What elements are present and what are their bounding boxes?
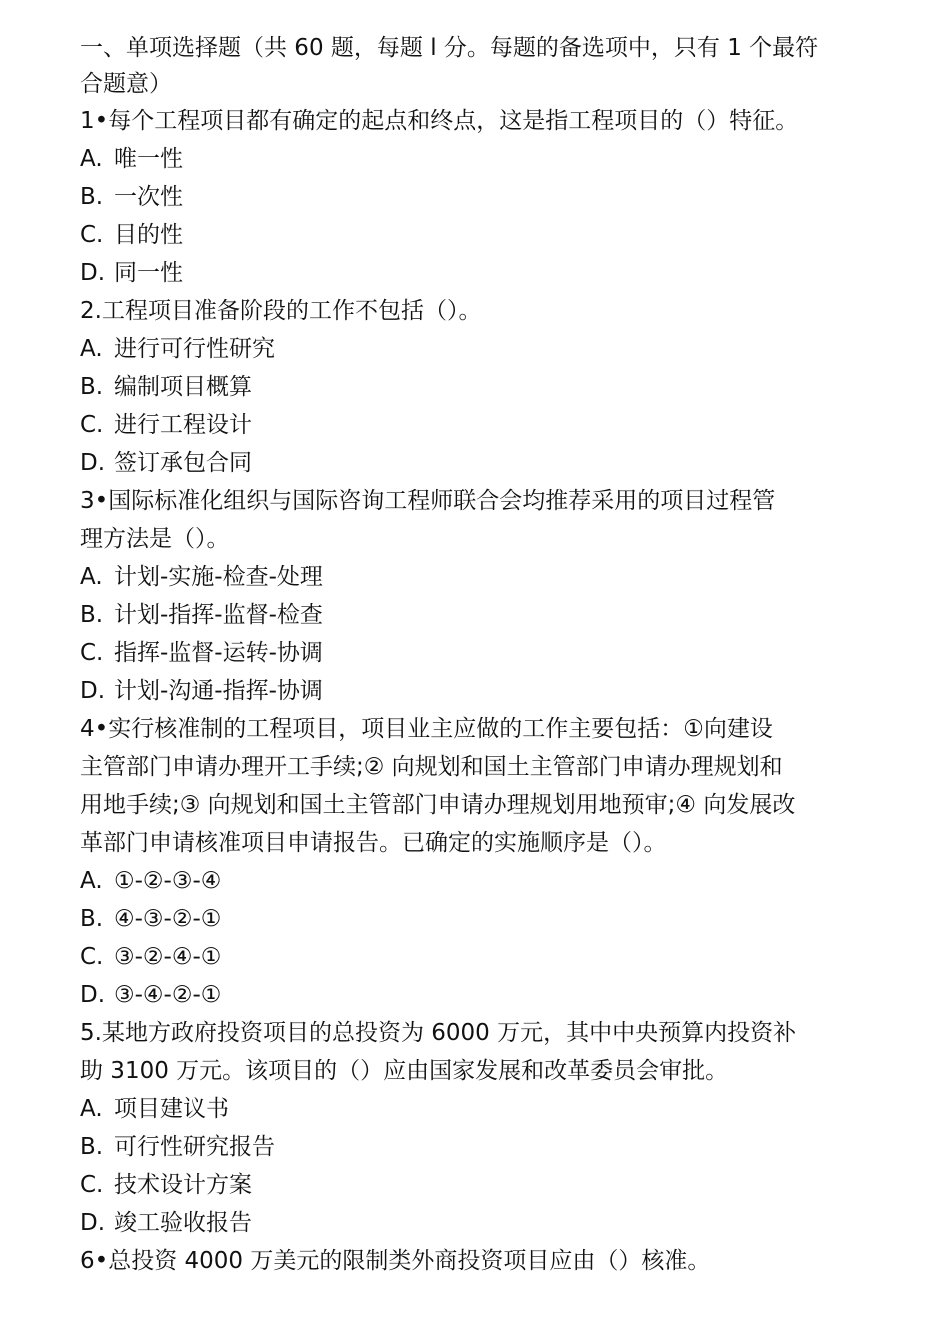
option-d xyxy=(80,976,880,1014)
option-d xyxy=(80,672,880,710)
option-letter: A. xyxy=(80,146,103,172)
option-d xyxy=(80,254,880,292)
option-d xyxy=(80,1204,880,1242)
option-letter: D. xyxy=(80,678,106,704)
option-letter: D. xyxy=(80,450,106,476)
option-a xyxy=(80,140,880,178)
question-1 xyxy=(80,102,880,292)
stem-line: 用地手续;③ 向规划和国土主管部门申请办理规划用地预审;④ 向发展改 xyxy=(80,792,796,818)
stem-line: 4•实行核准制的工程项目，项目业主应做的工作主要包括：①向建设 xyxy=(80,716,773,742)
option-text: 一次性 xyxy=(114,184,183,210)
question-3 xyxy=(80,482,880,710)
option-letter: B. xyxy=(80,602,104,628)
option-a xyxy=(80,862,880,900)
option-letter: B. xyxy=(80,906,104,932)
option-text: 技术设计方案 xyxy=(114,1172,252,1198)
option-text: 可行性研究报告 xyxy=(114,1134,275,1160)
stem-line: 理方法是（）。 xyxy=(80,526,230,552)
stem-line: 1•每个工程项目都有确定的起点和终点，这是指工程项目的（）特征。 xyxy=(80,108,799,134)
option-letter: C. xyxy=(80,640,104,666)
option-text: 进行工程设计 xyxy=(114,412,252,438)
section-heading xyxy=(80,30,880,102)
question-stem xyxy=(80,102,880,140)
option-text: 进行可行性研究 xyxy=(114,336,275,362)
option-letter: A. xyxy=(80,564,103,590)
stem-line: 2.工程项目准备阶段的工作不包括（）。 xyxy=(80,298,482,324)
option-letter: B. xyxy=(80,1134,104,1160)
option-text: ③-②-④-① xyxy=(114,944,222,970)
question-stem xyxy=(80,1014,880,1090)
option-b xyxy=(80,178,880,216)
question-stem xyxy=(80,710,880,862)
option-c xyxy=(80,1166,880,1204)
document-page xyxy=(80,30,880,1280)
option-text: 编制项目概算 xyxy=(114,374,252,400)
stem-line: 革部门申请核准项目申请报告。已确定的实施顺序是（）。 xyxy=(80,830,667,856)
question-stem xyxy=(80,482,880,558)
heading-line: 合题意） xyxy=(80,71,172,97)
option-letter: B. xyxy=(80,374,104,400)
option-letter: D. xyxy=(80,982,106,1008)
option-text: ①-②-③-④ xyxy=(114,868,222,894)
option-text: 唯一性 xyxy=(114,146,183,172)
option-letter: C. xyxy=(80,1172,104,1198)
option-text: 签订承包合同 xyxy=(114,450,252,476)
stem-line: 3•国际标准化组织与国际咨询工程师联合会均推荐采用的项目过程管 xyxy=(80,488,776,514)
option-text: 指挥-监督-运转-协调 xyxy=(114,640,323,666)
option-letter: D. xyxy=(80,260,106,286)
stem-line: 5.某地方政府投资项目的总投资为 6000 万元，其中中央预算内投资补 xyxy=(80,1020,797,1046)
option-text: 计划-实施-检查-处理 xyxy=(114,564,323,590)
question-5 xyxy=(80,1014,880,1242)
option-text: 竣工验收报告 xyxy=(114,1210,252,1236)
question-2 xyxy=(80,292,880,482)
option-text: 同一性 xyxy=(114,260,183,286)
option-letter: B. xyxy=(80,184,104,210)
option-letter: C. xyxy=(80,944,104,970)
option-c xyxy=(80,216,880,254)
option-letter: C. xyxy=(80,412,104,438)
option-text: 目的性 xyxy=(114,222,183,248)
question-stem xyxy=(80,1242,880,1280)
option-b xyxy=(80,900,880,938)
option-text: ④-③-②-① xyxy=(114,906,222,932)
option-text: 项目建议书 xyxy=(114,1096,229,1122)
option-d xyxy=(80,444,880,482)
option-letter: A. xyxy=(80,1096,103,1122)
question-stem xyxy=(80,292,880,330)
option-a xyxy=(80,558,880,596)
stem-line: 主管部门申请办理开工手续;② 向规划和国土主管部门申请办理规划和 xyxy=(80,754,783,780)
option-c xyxy=(80,938,880,976)
heading-line: 一、单项选择题（共 60 题，每题 l 分。每题的备选项中，只有 1 个最符 xyxy=(80,35,819,61)
option-a xyxy=(80,1090,880,1128)
question-6 xyxy=(80,1242,880,1280)
option-c xyxy=(80,406,880,444)
option-c xyxy=(80,634,880,672)
option-letter: D. xyxy=(80,1210,106,1236)
option-letter: A. xyxy=(80,336,103,362)
option-b xyxy=(80,368,880,406)
option-text: 计划-沟通-指挥-协调 xyxy=(114,678,323,704)
option-b xyxy=(80,1128,880,1166)
question-4 xyxy=(80,710,880,1014)
stem-line: 6•总投资 4000 万美元的限制类外商投资项目应由（）核准。 xyxy=(80,1248,711,1274)
option-a xyxy=(80,330,880,368)
option-text: 计划-指挥-监督-检查 xyxy=(114,602,323,628)
option-letter: A. xyxy=(80,868,103,894)
stem-line: 助 3100 万元。该项目的（）应由国家发展和改革委员会审批。 xyxy=(80,1058,729,1084)
option-b xyxy=(80,596,880,634)
option-letter: C. xyxy=(80,222,104,248)
option-text: ③-④-②-① xyxy=(114,982,222,1008)
